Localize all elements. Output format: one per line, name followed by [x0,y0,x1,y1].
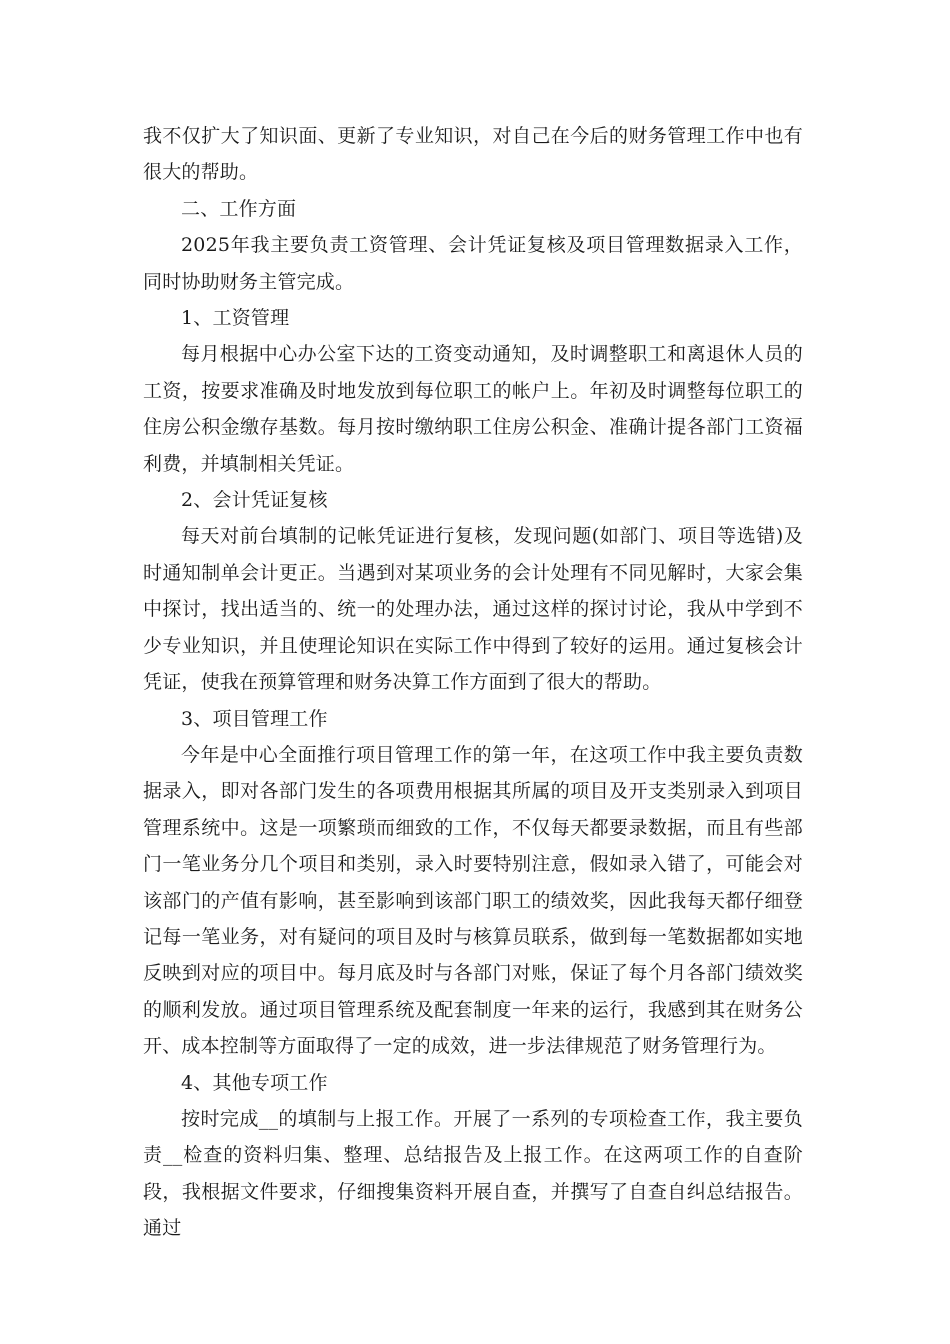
paragraph-continuation: 我不仅扩大了知识面、更新了专业知识，对自己在今后的财务管理工作中也有很大的帮助。 [143,125,803,184]
section-heading-work: 二、工作方面 [181,197,297,220]
paragraph-work-overview: 2025年我主要负责工资管理、会计凭证复核及项目管理数据录入工作，同时协助财务主管完成。 [143,234,803,293]
paragraph-salary-management: 每月根据中心办公室下达的工资变动通知，及时调整职工和离退休人员的工资，按要求准确及时地发放到每位职工的帐户上。年初及时调整每位职工的住房公积金缴存基数。每月按时缴纳职工住房公积金、准确计提各部门工资福利费，并填制相关凭证。 [143,343,803,475]
subheading-voucher-review: 2、会计凭证复核 [181,489,328,512]
subheading-salary-management: 1、工资管理 [181,307,290,330]
paragraph-project-management: 今年是中心全面推行项目管理工作的第一年，在这项工作中我主要负责数据录入，即对各部门发生的各项费用根据其所属的项目及开支类别录入到项目管理系统中。这是一项繁琐而细致的工作，不仅每天都要录数据，而且有些部门一笔业务分几个项目和类别，录入时要特别注意，假如录入错了，可能会对该部门的产值有影响，甚至影响到该部门职工的绩效奖，因此我每天都仔细登记每一笔业务，对有疑问的项目及时与核算员联系，做到每一笔数据都如实地反映到对应的项目中。每月底及时与各部门对账，保证了每个月各部门绩效奖的顺利发放。通过项目管理系统及配套制度一年来的运行，我感到其在财务公开、成本控制等方面取得了一定的成效，进一步法律规范了财务管理行为。 [143,743,803,1058]
paragraph-voucher-review: 每天对前台填制的记帐凭证进行复核，发现问题(如部门、项目等选错)及时通知制单会计更正。当遇到对某项业务的会计处理有不同见解时，大家会集中探讨，找出适当的、统一的处理办法，通过这样的探讨讨论，我从中学到不少专业知识，并且使理论知识在实际工作中得到了较好的运用。通过复核会计凭证，使我在预算管理和财务决算工作方面到了很大的帮助。 [143,525,803,694]
subheading-other-work: 4、其他专项工作 [181,1071,328,1094]
paragraph-other-work: 按时完成__的填制与上报工作。开展了一系列的专项检查工作，我主要负责__检查的资料归集、整理、总结报告及上报工作。在这两项工作的自查阶段，我根据文件要求，仔细搜集资料开展自查，并撰写了自查自纠总结报告。通过 [143,1107,803,1240]
subheading-project-management: 3、项目管理工作 [181,707,328,730]
document-body [143,118,803,1247]
